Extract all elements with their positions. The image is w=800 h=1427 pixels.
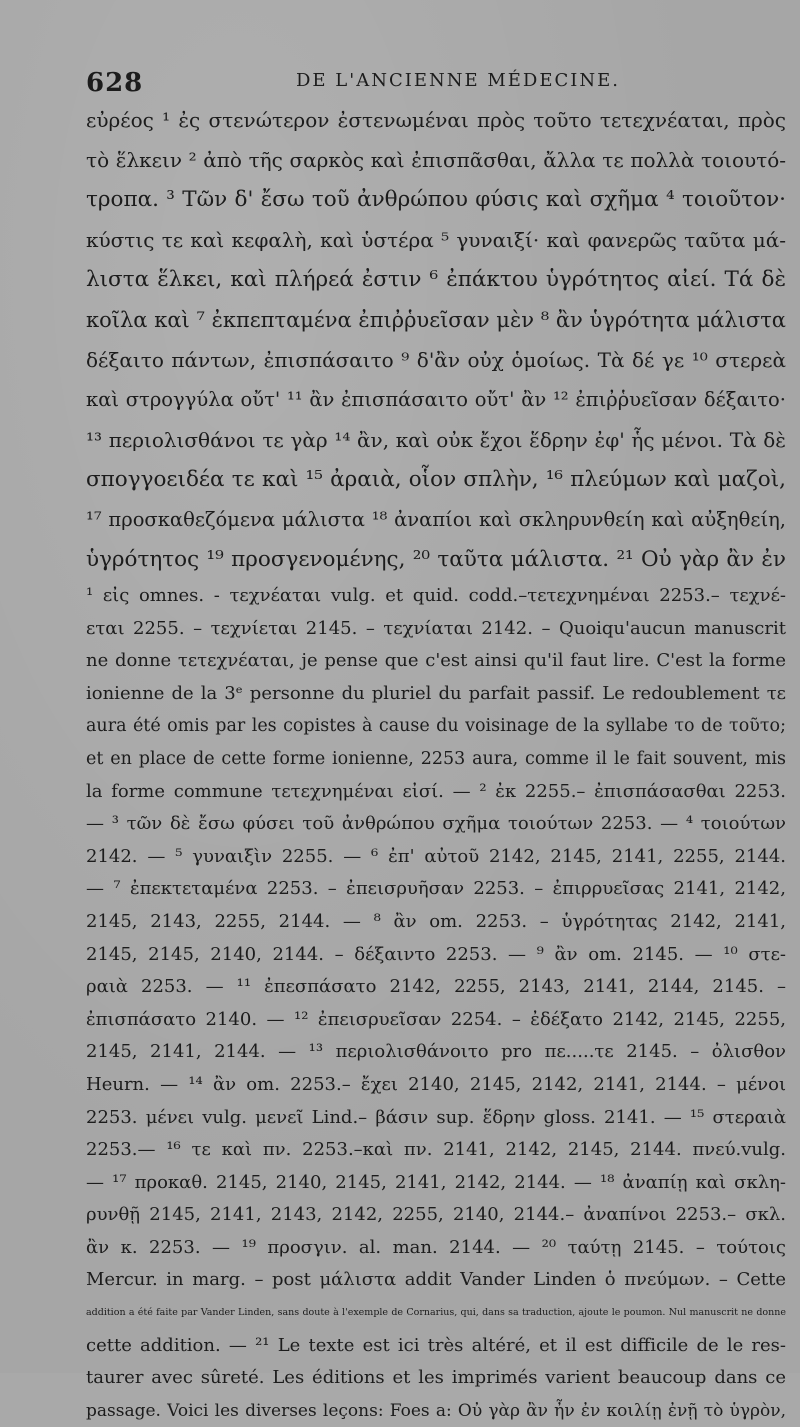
main-text-line: ¹⁷ προσκαθεζόμενα μάλιστα ¹⁸ ἀναπίοι καὶ σκληρυνθείη καὶ αὐξηθείη, — [86, 508, 786, 531]
footnote-line: 2253.— ¹⁶ τε καὶ πν. 2253.–καὶ πν. 2141, 2142, 2145, 2144. πνεύ.vulg. — [86, 1139, 786, 1161]
running-head — [86, 66, 780, 96]
footnote-line: 2145, 2143, 2255, 2144. — ⁸ ἂν om. 2253. – ὑγρότητας 2142, 2141, — [86, 910, 786, 932]
footnote-line: εται 2255. – τεχνίεται 2145. – τεχνίαται 2142. – Quoiqu'aucun manuscrit — [86, 617, 786, 639]
footnote-line: ionienne de la 3ᵉ personne du pluriel du parfait passif. Le redoublement τε — [86, 682, 786, 704]
running-title: DE L'ANCIENNE MÉDECINE. — [296, 70, 620, 91]
footnote-line: 2253. μένει vulg. μενεῖ Lind.– βάσιν sup. ἕδρην gloss. 2141. — ¹⁵ στεραιὰ — [86, 1106, 786, 1128]
footnote-line: taurer avec sûreté. Les éditions et les imprimés varient beaucoup dans ce — [86, 1367, 786, 1389]
footnote-line: 2142. — ⁵ γυναιξὶν 2255. — ⁶ ἐπ' αὐτοῦ 2142, 2145, 2141, 2255, 2144. — [86, 845, 786, 867]
footnotes-block — [86, 580, 786, 1427]
footnote-line: addition a été faite par Vander Linden, sans doute à l'exemple de Cornarius, qui, dans sa traduction, ajoute le poumon. Nul manuscrit ne donne — [86, 1307, 786, 1319]
footnote-line: 2145, 2145, 2140, 2144. – δέξαιντο 2253. — ⁹ ἂν om. 2145. — ¹⁰ στε- — [86, 943, 786, 965]
page-number: 628 — [86, 68, 144, 98]
footnote-line: ραιὰ 2253. — ¹¹ ἐπεσπάσατο 2142, 2255, 2143, 2141, 2144, 2145. – — [86, 976, 786, 998]
main-text-line: δέξαιτο πάντων, ἐπισπάσαιτο ⁹ δ'ἂν οὐχ ὁμοίως. Τὰ δέ γε ¹⁰ στερεὰ — [86, 348, 786, 372]
main-text-block — [86, 100, 786, 580]
main-text-line: σπογγοειδέα τε καὶ ¹⁵ ἀραιὰ, οἷον σπλὴν, ¹⁶ πλεύμων καὶ μαζοὶ, — [86, 467, 786, 492]
footnote-line: 2145, 2141, 2144. — ¹³ περιολισθάνοιτο pro πε.....τε 2145. – ὀλισθον — [86, 1041, 786, 1063]
main-text-line: ὑγρότητος ¹⁹ προσγενομένης, ²⁰ ταῦτα μάλιστα. ²¹ Οὐ γὰρ ἂν ἐν — [86, 547, 786, 572]
main-text-line: τροπα. ³ Τῶν δ' ἔσω τοῦ ἀνθρώπου φύσις καὶ σχῆμα ⁴ τοιοῦτον· — [86, 187, 786, 212]
footnote-line: et en place de cette forme ionienne, 2253 aura, comme il le fait souvent, mis — [86, 748, 786, 769]
main-text-line: κύστις τε καὶ κεφαλὴ, καὶ ὑστέρα ⁵ γυναιξί· καὶ φανερῶς ταῦτα μά- — [86, 228, 786, 252]
main-text-line: καὶ στρογγύλα οὔτ' ¹¹ ἂν ἐπισπάσαιτο οὔτ' ἂν ¹² ἐπιῤῥυεῖσαν δέξαιτο· — [86, 388, 786, 411]
footnote-line: ρυνθῇ 2145, 2141, 2143, 2142, 2255, 2140, 2144.– ἀναπίνοι 2253.– σκλ. — [86, 1204, 786, 1226]
footnote-line: aura été omis par les copistes à cause du voisinage de la syllabe το de τοῦτο; — [86, 716, 786, 737]
main-text-line: εὐρέος ¹ ἐς στενώτερον ἐστενωμέναι πρὸς τοῦτο τετεχνέαται, πρὸς — [86, 108, 786, 132]
footnote-line: Heurn. — ¹⁴ ἂν om. 2253.– ἔχει 2140, 2145, 2142, 2141, 2144. – μένοι — [86, 1073, 786, 1095]
main-text-line: ¹³ περιολισθάνοι τε γὰρ ¹⁴ ἂν, καὶ οὐκ ἔχοι ἕδρην ἐφ' ἧς μένοι. Τὰ δὲ — [86, 428, 786, 452]
footnote-line: ἐπισπάσατο 2140. — ¹² ἐπεισρυεῖσαν 2254. – ἐδέξατο 2142, 2145, 2255, — [86, 1008, 786, 1030]
footnote-line: — ³ τῶν δὲ ἔσω φύσει τοῦ ἀνθρώπου σχῆμα τοιούτων 2253. — ⁴ τοιούτων — [86, 813, 786, 835]
footnote-line: la forme commune τετεχνημέναι εἰσί. — ² ἐκ 2255.– ἐπισπάσασθαι 2253. — [86, 780, 786, 802]
footnote-line: ἂν κ. 2253. — ¹⁹ προσγιν. al. man. 2144. — ²⁰ ταύτῃ 2145. – τούτοις — [86, 1236, 786, 1258]
main-text-line: λιστα ἕλκει, καὶ πλήρεά ἐστιν ⁶ ἐπάκτου ὑγρότητος αἰεί. Τά δὲ — [86, 267, 786, 292]
main-text-line: τὸ ἕλκειν ² ἀπὸ τῆς σαρκὸς καὶ ἐπισπᾶσθαι, ἄλλα τε πολλὰ τοιουτό- — [86, 148, 786, 172]
footnote-line: ne donne τετεχνέαται, je pense que c'est ainsi qu'il faut lire. C'est la forme — [86, 650, 786, 672]
main-text-line: κοῖλα καὶ ⁷ ἐκπεπταμένα ἐπιῤῥυεῖσαν μὲν ⁸ ἂν ὑγρότητα μάλιστα — [86, 308, 786, 332]
footnote-line: — ⁷ ἐπεκτεταμένα 2253. – ἐπεισρυῆσαν 2253. – ἐπιρρυεῖσας 2141, 2142, — [86, 878, 786, 900]
footnote-line: ¹ εἰς omnes. - τεχνέαται vulg. et quid. codd.–τετεχνημέναι 2253.– τεχνέ- — [86, 585, 786, 606]
footnote-line: Mercur. in marg. – post μάλιστα addit Vander Linden ὁ πνεύμων. – Cette — [86, 1269, 786, 1291]
footnote-line: cette addition. — ²¹ Le texte est ici très altéré, et il est difficile de le res- — [86, 1334, 786, 1356]
footnote-line: — ¹⁷ προκαθ. 2145, 2140, 2145, 2141, 2142, 2144. — ¹⁸ ἀναπίῃ καὶ σκλη- — [86, 1171, 786, 1193]
footnote-line: passage. Voici les diverses leçons: Foes a: Οὐ γὰρ ἂν ἦν ἐν κοιλίῃ ἐνῇ τὸ ὑγρὸν, — [86, 1400, 786, 1421]
